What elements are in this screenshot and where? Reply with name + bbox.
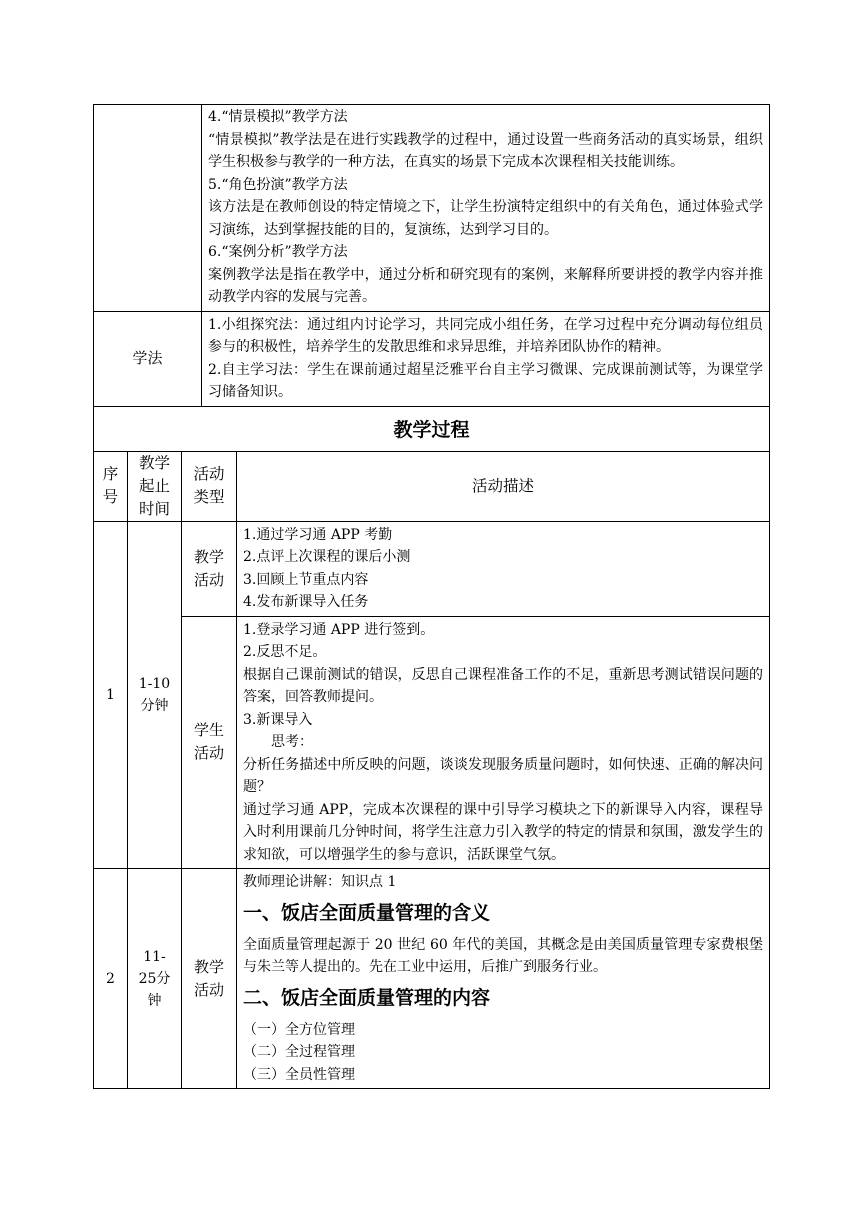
row1-teach [94,521,770,616]
learning-method-1: 1.小组探究法：通过组内讨论学习，共同完成小组任务，在学习过程中充分调动每位组员参与的积极性，培养学生的发散思维和求异思维，并培养团队协作的精神。 [208,316,764,355]
row1-teach-line-4: 4.发布新课导入任务 [243,594,369,610]
row1-student-line-4: 3.新课导入 [243,711,313,728]
row2-heading-1: 一、饭店全面质量管理的含义 [243,901,491,924]
row1-student-line-3: 根据自己课前测试的错误，反思自己课程准备工作的不足，重新思考测试错误问题的答案，回答教师提问。 [243,666,764,705]
row1-seq: 1 [94,521,128,869]
header-seq: 序号 [94,451,128,521]
lesson-plan-table [93,104,770,1089]
process-title: 教学过程 [94,406,770,451]
method-4-title: 4.“情景模拟”教学方法 [208,109,348,125]
learning-methods-label: 学法 [94,311,202,406]
lesson-plan-page [93,104,769,1089]
row2-teach-type: 教学活动 [182,869,237,1089]
row2-item-1: （一）全方位管理 [243,1021,356,1038]
method-6-title: 6.“案例分析”教学方法 [208,244,348,260]
row1-teach-line-2: 2.点评上次课程的课后小测 [243,549,411,565]
row1-time: 1-10分钟 [128,521,182,869]
row1-student-line-1: 1.登录学习通 APP 进行签到。 [243,621,435,638]
row2-teach-desc [237,869,770,1089]
row1-student-line-5: 思考： [271,734,314,750]
methods-content-cell [202,105,770,312]
methods-row [94,105,770,312]
header-desc: 活动描述 [237,451,770,521]
row1-student [94,616,770,869]
row2-teach [94,869,770,1089]
row2-intro: 教师理论讲解：知识点 1 [243,874,397,890]
row1-teach-line-3: 3.回顾上节重点内容 [243,571,369,588]
process-title-row [94,406,770,451]
row2-item-2: （二）全过程管理 [243,1044,356,1060]
method-4-desc: “情景模拟”教学法是在进行实践教学的过程中，通过设置一些商务活动的真实场景，组织学生积极参与教学的一种方法，在真实的场景下完成本次课程相关技能训练。 [208,131,764,170]
method-6-desc: 案例教学法是指在教学中，通过分析和研究现有的案例，来解释所要讲授的教学内容并推动教学内容的发展与完善。 [208,266,764,305]
row1-student-line-2: 2.反思不足。 [243,644,327,660]
row2-item-3: （三）全员性管理 [243,1066,356,1083]
row1-teach-type: 教学活动 [182,521,237,616]
row2-seq: 2 [94,869,128,1089]
row2-heading-2: 二、饭店全面质量管理的内容 [243,986,491,1009]
row2-time: 11-25分钟 [128,869,182,1089]
row1-student-desc [237,616,770,869]
learning-methods-row [94,311,770,406]
row1-teach-line-1: 1.通过学习通 APP 考勤 [243,526,393,543]
row1-student-type: 学生活动 [182,616,237,869]
row2-para-1: 全面质量管理起源于 20 世纪 60 年代的美国，其概念是由美国质量管理专家费根堡与朱兰等人提出的。先在工业中运用，后推广到服务行业。 [243,936,764,975]
header-type: 活动类型 [182,451,237,521]
learning-method-2: 2.自主学习法：学生在课前通过超星泛雅平台自主学习微课、完成课前测试等，为课堂学习储备知识。 [208,361,764,400]
row1-student-line-7: 通过学习通 APP，完成本次课程的课中引导学习模块之下的新课导入内容，课程导入时利用课前几分钟时间，将学生注意力引入教学的特定的情景和氛围，激发学生的求知欲，可以增强学生的参与意识，活跃课堂气氛。 [243,801,764,863]
method-5-desc: 该方法是在教师创设的特定情境之下，让学生扮演特定组织中的有关角色，通过体验式学习演练，达到掌握技能的目的，复演练，达到学习目的。 [208,199,764,238]
row1-teach-desc [237,521,770,616]
method-5-title: 5.“角色扮演”教学方法 [208,176,348,193]
row1-student-line-6: 分析任务描述中所反映的问题，谈谈发现服务质量问题时，如何快速、正确的解决问题？ [243,756,764,795]
process-header-row [94,451,770,521]
header-time: 教学起止时间 [128,451,182,521]
methods-label-cell [94,105,202,312]
learning-methods-content [202,311,770,406]
